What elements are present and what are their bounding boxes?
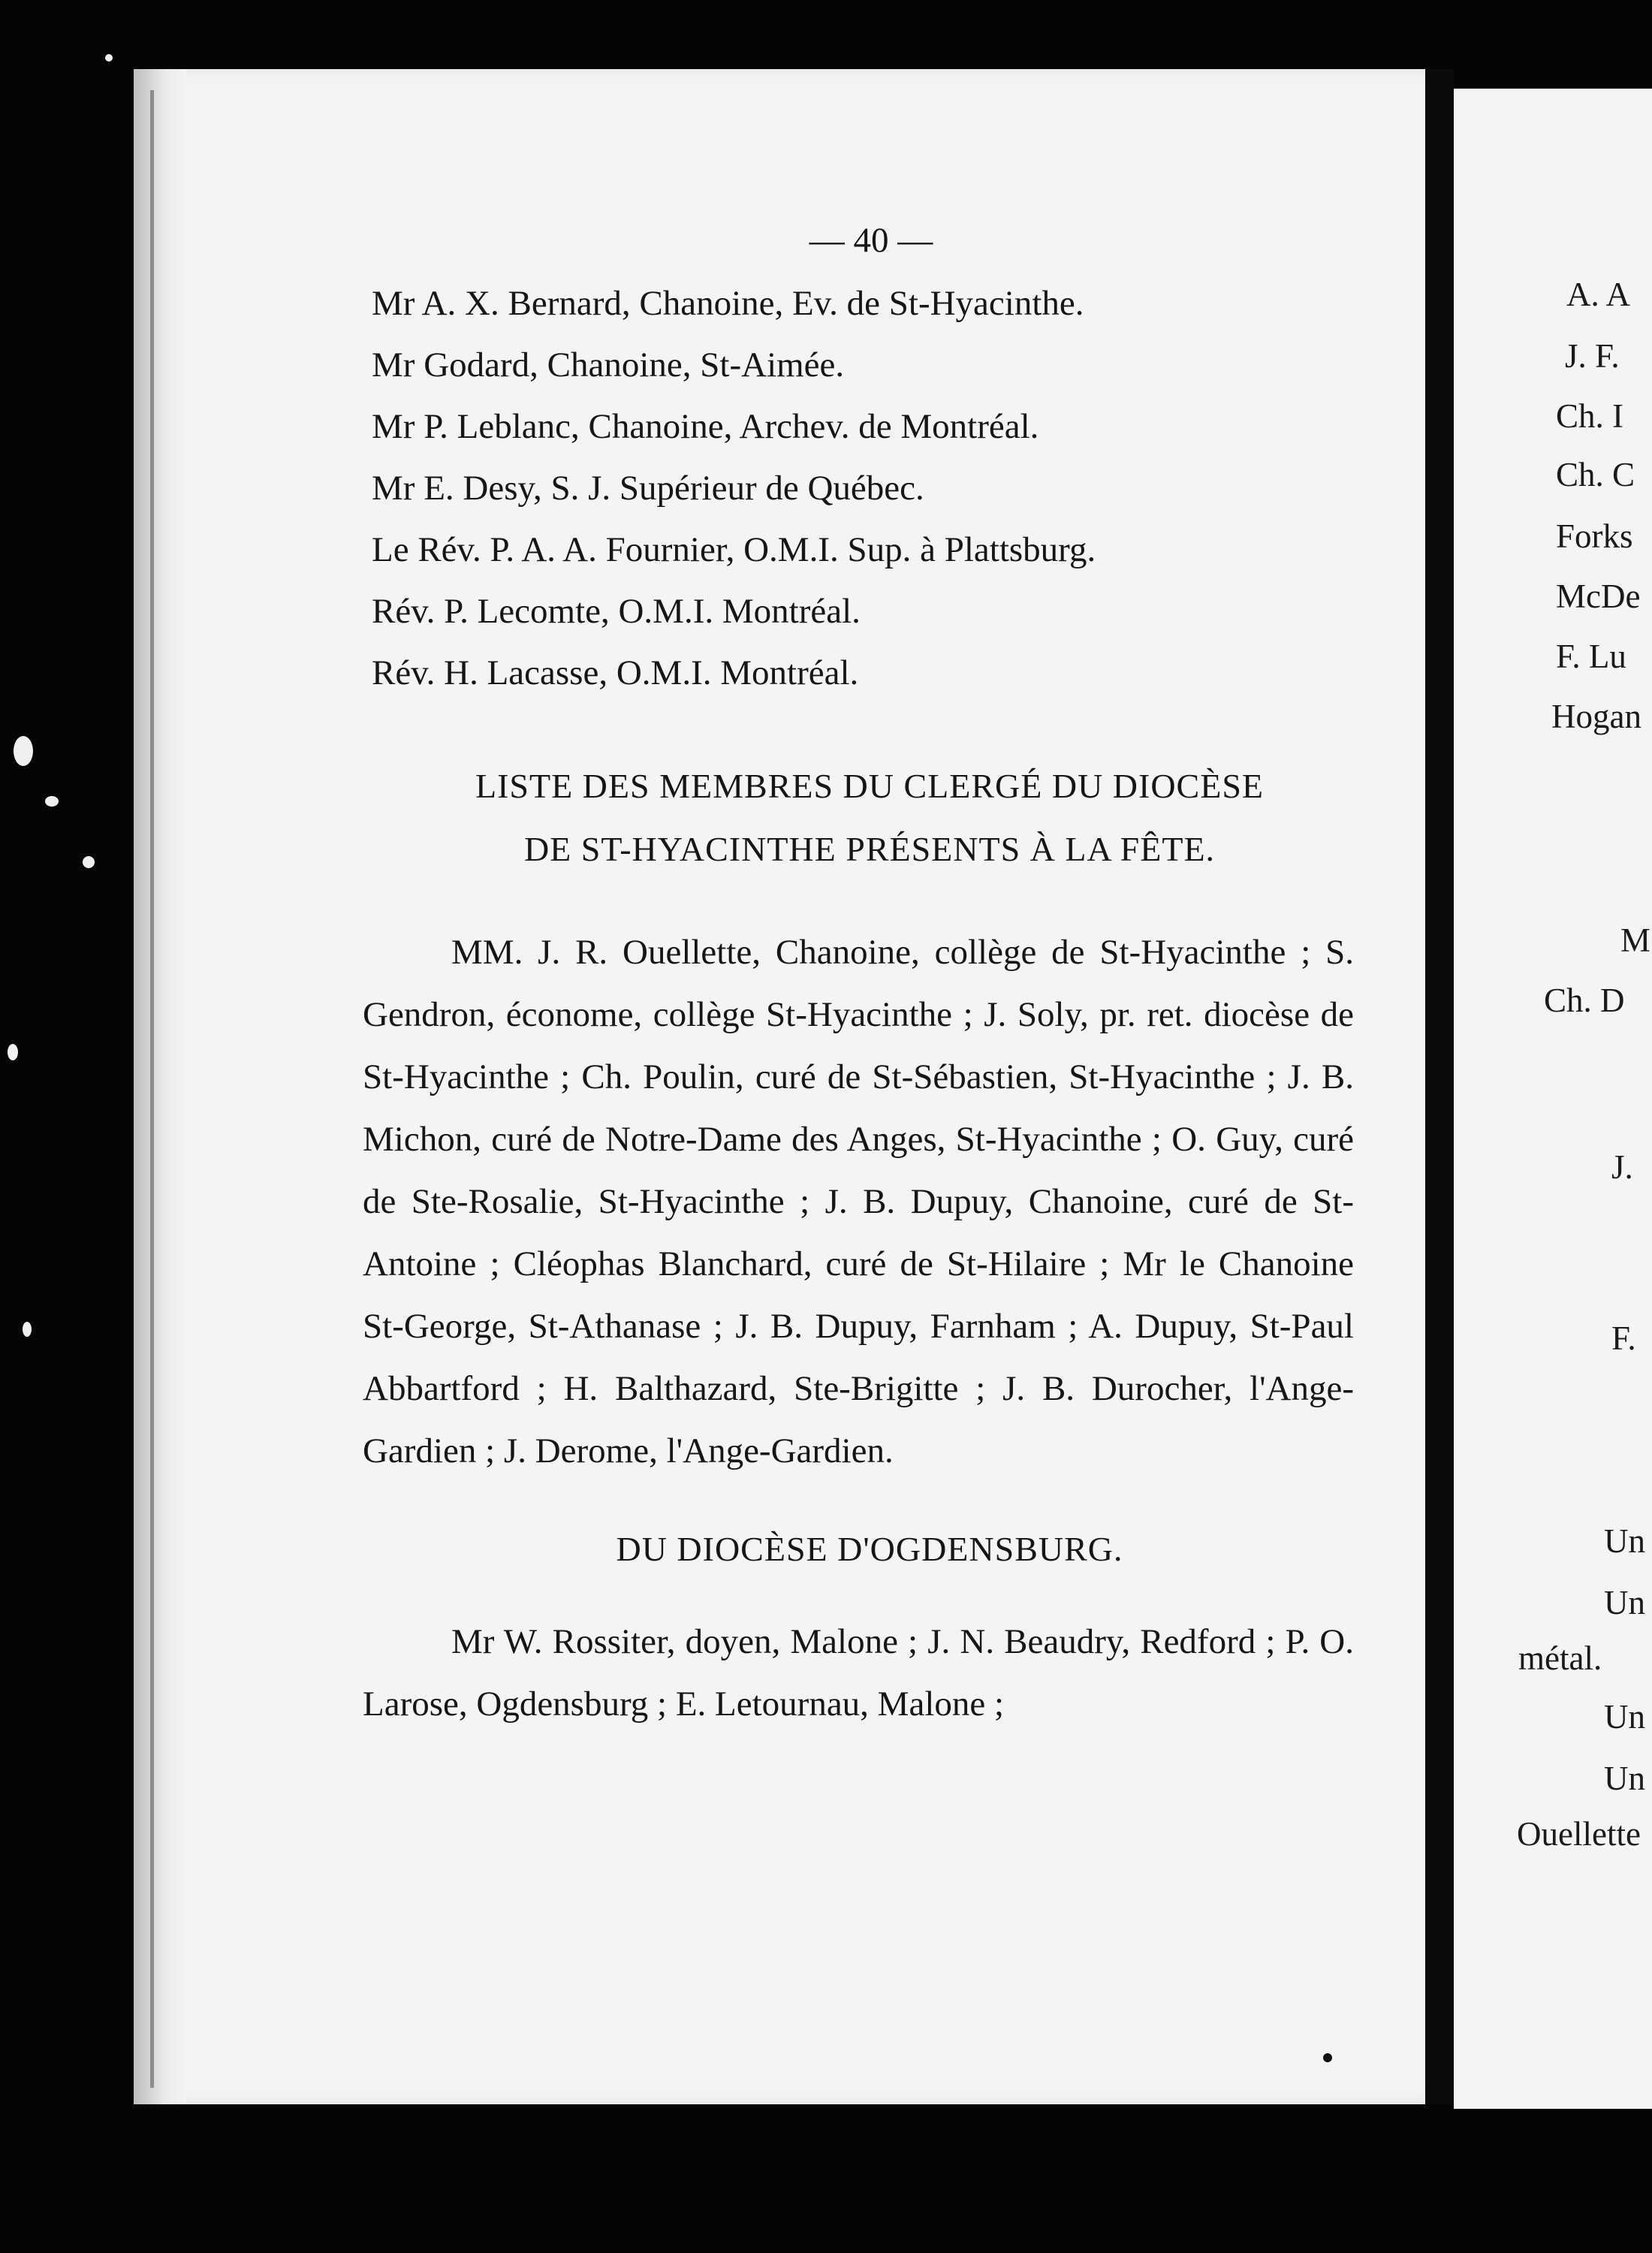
facing-text: M: [1620, 921, 1651, 959]
ogdensburg-clergy-paragraph: Mr W. Rossiter, doyen, Malone ; J. N. Beaudry, Redford ; P. O. Larose, Ogdensburg ; E. Letournau, Malone ;: [363, 1622, 1354, 1724]
page-edge-shadow: [134, 69, 186, 2104]
left-page-text: [363, 214, 1363, 1771]
heading-line-2: DE ST-HYACINTHE PRÉSENTS À LA FÊTE.: [523, 830, 1216, 868]
clergy-line: Mr Godard, Chanoine, St-Aimée.: [372, 345, 845, 385]
facing-text: Un: [1604, 1522, 1645, 1560]
facing-text: Un: [1604, 1584, 1645, 1621]
st-hyacinthe-clergy-paragraph: MM. J. R. Ouellette, Chanoine, collège de St-Hyacinthe ; S. Gendron, économe, collège St-Hyacinthe ; J. Soly, pr. ret. diocèse de St-Hyacinthe ; Ch. Poulin, curé de St-Sébastien, St-Hyacinthe ; J. B. Michon, curé de Notre-Dame des Anges, St-Hyacinthe ; O. Guy, curé de Ste-Rosalie, St-Hyacinthe ; J. B. Dupuy, Chanoine, curé de St-Antoine ; Cléophas Blanchard, curé de St-Hilaire ; Mr le Chanoine St-George, St-Athanase ; J. B. Dupuy, Farnham ; A. Dupuy, St-Paul Abbartford ; H. Balthazard, Ste-Brigitte ; J. B. Durocher, l'Ange-Gardien ; J. Derome, l'Ange-Gardien.: [363, 933, 1354, 1470]
film-scratch: [105, 54, 113, 62]
clergy-line: Le Rév. P. A. A. Fournier, O.M.I. Sup. à Plattsburg.: [372, 530, 1096, 569]
facing-text: J. F.: [1565, 337, 1620, 375]
film-scratch: [83, 856, 95, 868]
clergy-line: Mr A. X. Bernard, Chanoine, Ev. de St-Hyacinthe.: [372, 284, 1084, 323]
book-gutter: [1425, 69, 1454, 2104]
section-heading-st-hyacinthe: [370, 755, 1369, 881]
heading-line-1: LISTE DES MEMBRES DU CLERGÉ DU DIOCÈSE: [475, 767, 1265, 805]
clergy-line: Mr P. Leblanc, Chanoine, Archev. de Montréal.: [372, 407, 1039, 446]
facing-text: Ouellette: [1517, 1815, 1641, 1853]
facing-text: A. A: [1566, 276, 1631, 313]
facing-text: Ch. C: [1556, 456, 1635, 493]
facing-text: J.: [1611, 1148, 1633, 1186]
film-scratch: [45, 796, 59, 807]
clergy-line: Mr E. Desy, S. J. Supérieur de Québec.: [372, 469, 924, 508]
clergy-line: Rév. P. Lecomte, O.M.I. Montréal.: [372, 592, 861, 631]
film-scratch: [8, 1044, 18, 1060]
facing-text: Hogan: [1551, 698, 1641, 735]
clergy-line: Rév. H. Lacasse, O.M.I. Montréal.: [372, 653, 859, 692]
facing-text: Ch. D: [1544, 982, 1625, 1019]
film-scratch: [23, 1322, 32, 1337]
facing-text: F. Lu: [1556, 638, 1626, 675]
facing-text: Forks: [1556, 517, 1633, 555]
page-number: — 40 —: [809, 221, 933, 260]
section-heading-ogdensburg: DU DIOCÈSE D'OGDENSBURG.: [616, 1530, 1123, 1568]
facing-text: métal.: [1518, 1639, 1602, 1677]
ink-speck: [1323, 2053, 1332, 2062]
facing-text: Un: [1604, 1698, 1645, 1736]
clergy-list: [372, 273, 1363, 704]
facing-text: Ch. I: [1556, 397, 1623, 435]
film-scratch: [14, 736, 33, 766]
facing-text: Un: [1604, 1760, 1645, 1797]
page-stack-edge: [150, 90, 154, 2088]
facing-page-fragment: [1454, 89, 1652, 2109]
facing-text: McDe: [1556, 578, 1641, 615]
facing-text: F.: [1611, 1320, 1636, 1357]
